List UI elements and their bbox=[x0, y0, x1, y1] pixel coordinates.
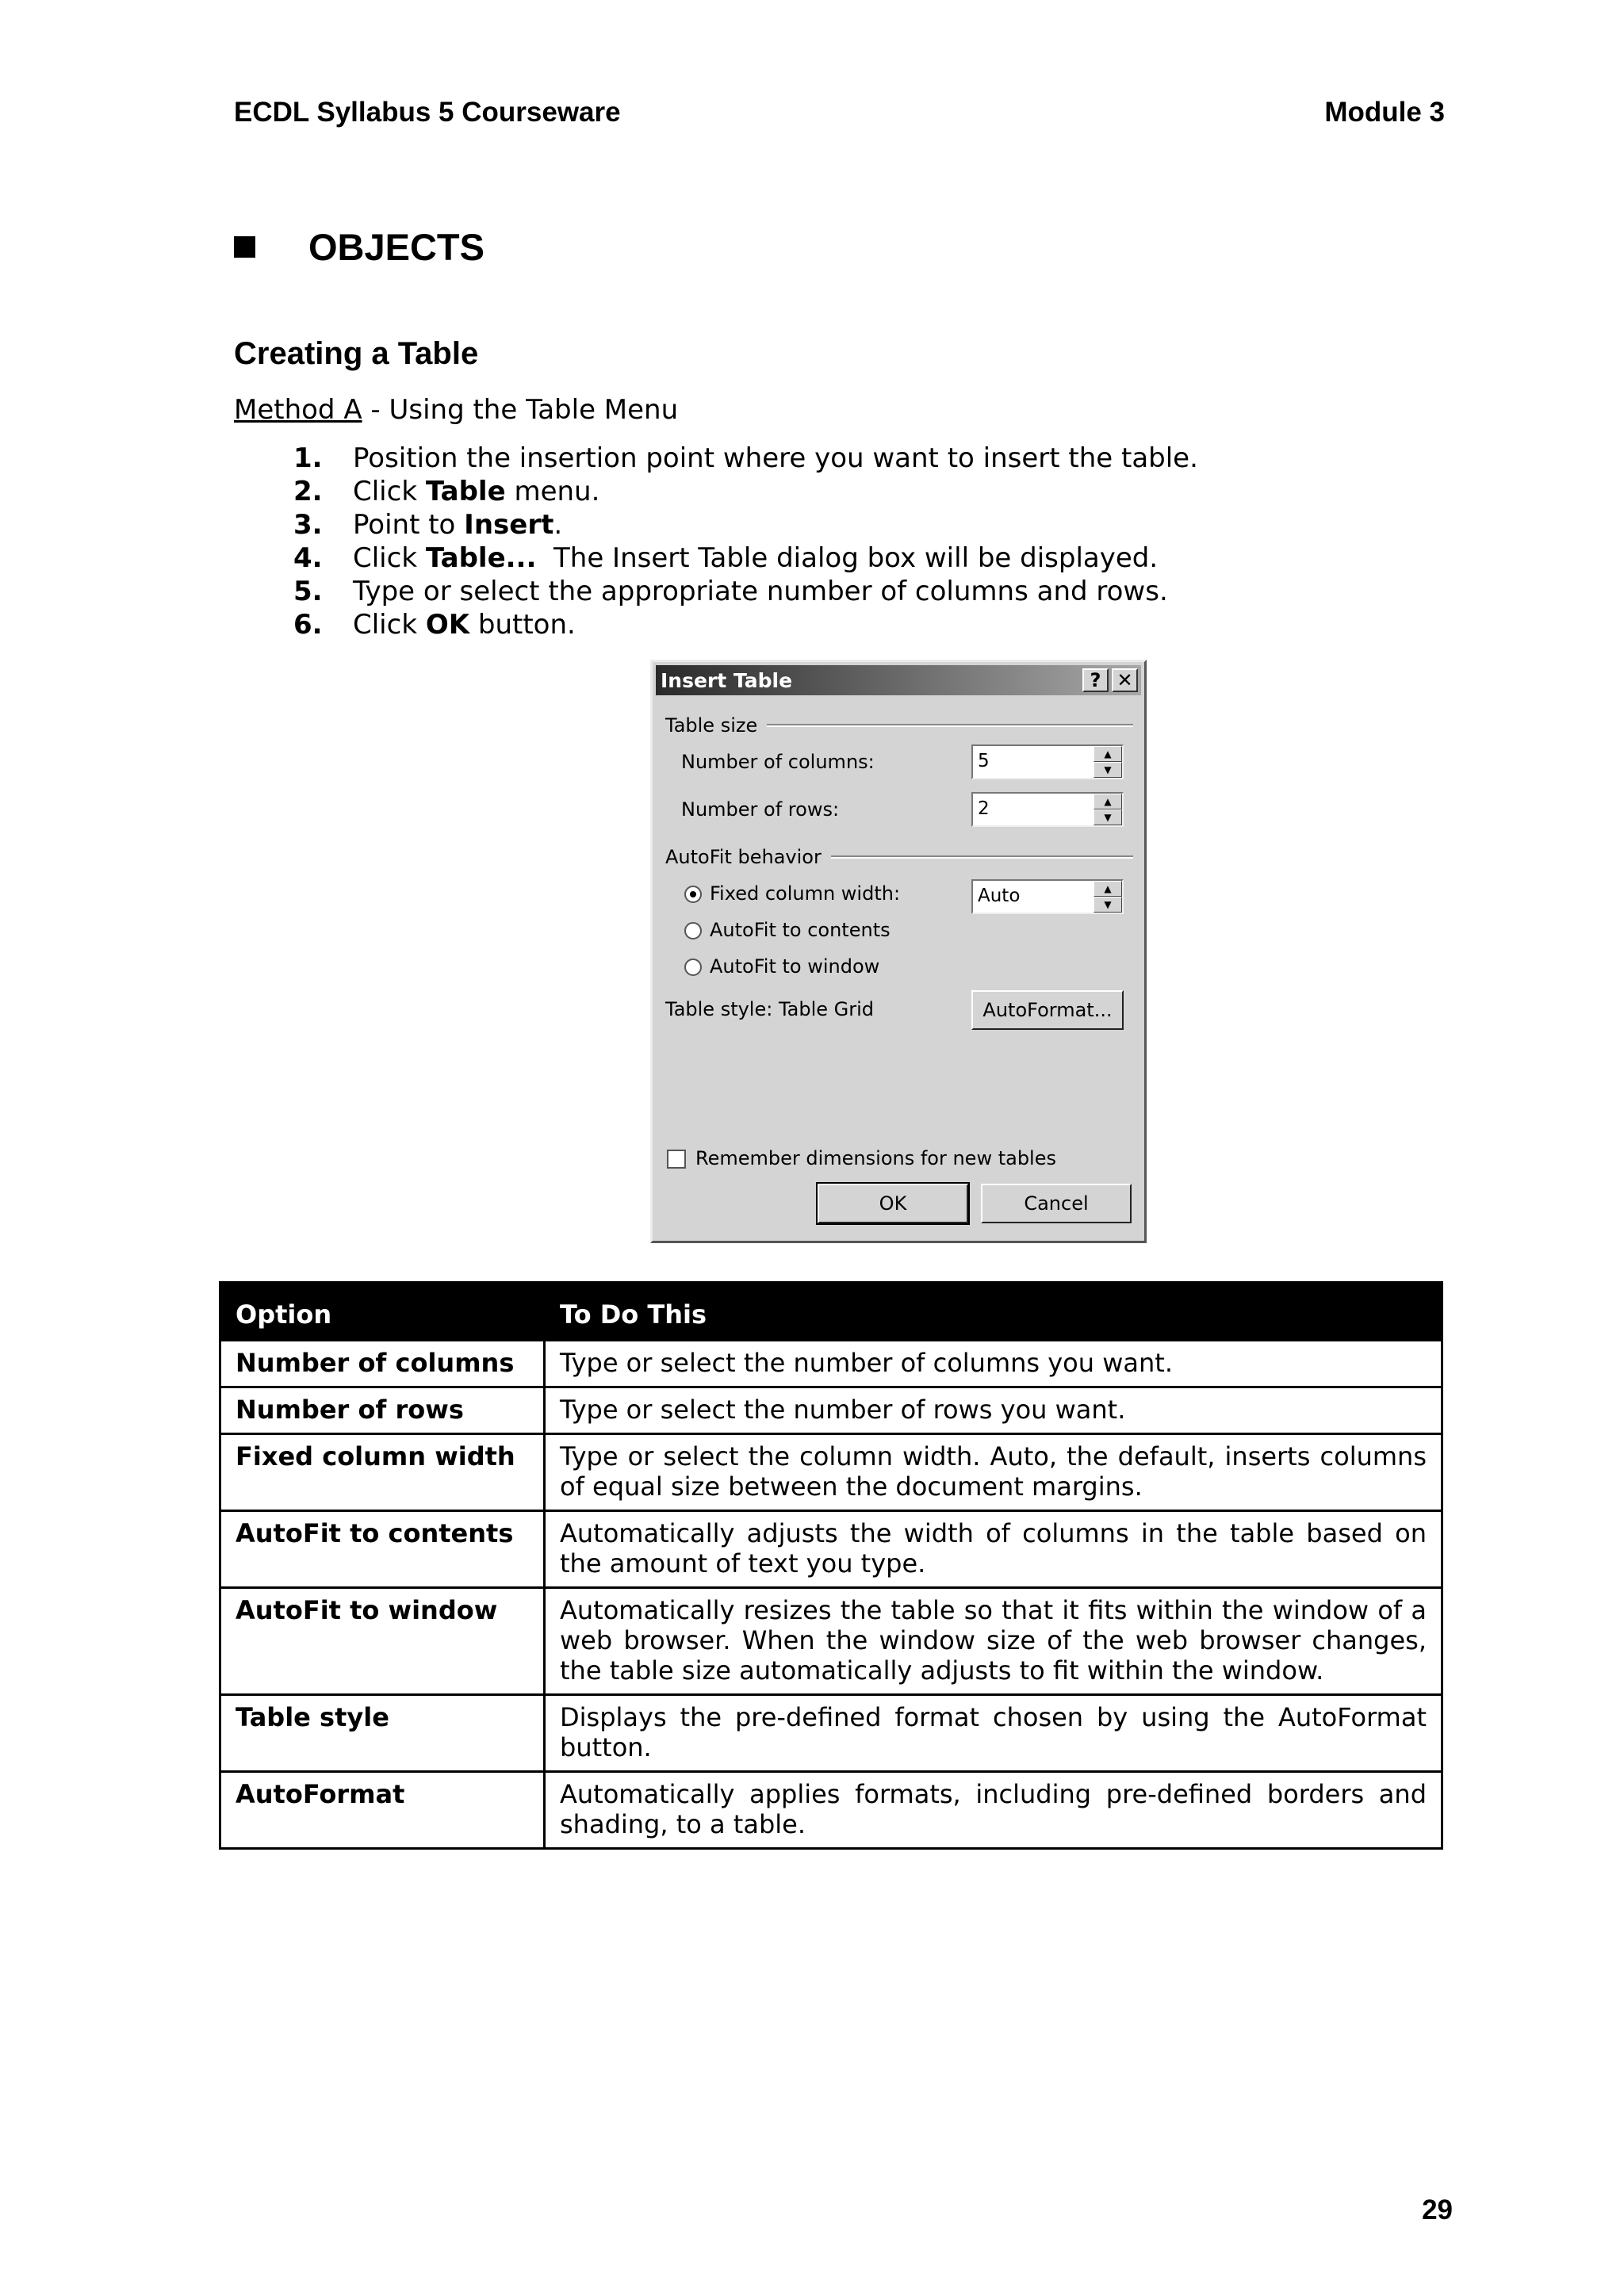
dialog-titlebar bbox=[656, 665, 1141, 695]
rows-label: Number of rows: bbox=[681, 798, 840, 821]
step-text-part: Click bbox=[353, 542, 426, 574]
step-text-part: button. bbox=[469, 609, 576, 641]
rows-input[interactable]: 2 bbox=[978, 798, 990, 819]
description-cell: Type or select the number of columns you want. bbox=[545, 1341, 1442, 1387]
description-cell: Displays the pre-defined format chosen by using the AutoFormat button. bbox=[545, 1695, 1442, 1772]
cancel-button[interactable]: Cancel bbox=[981, 1184, 1132, 1223]
step-emphasis: Table... bbox=[425, 542, 537, 574]
autofit-contents-option[interactable] bbox=[684, 919, 891, 941]
width-down-icon[interactable]: ▼ bbox=[1094, 897, 1122, 913]
table-row bbox=[220, 1695, 1442, 1772]
step-text-part: Position the insertion point where you want to insert the table. bbox=[353, 442, 1198, 474]
step-number: 5. bbox=[293, 576, 323, 607]
section-heading bbox=[234, 225, 485, 269]
table-row bbox=[220, 1387, 1442, 1434]
options-table bbox=[219, 1281, 1443, 1850]
method-label: Method A bbox=[234, 394, 362, 426]
step-text-part: Click bbox=[353, 476, 426, 507]
option-cell: Fixed column width bbox=[220, 1434, 545, 1511]
step-text bbox=[353, 442, 1198, 474]
columns-up-icon[interactable]: ▲ bbox=[1094, 746, 1122, 762]
autofit-window-option[interactable] bbox=[684, 955, 879, 978]
step-text bbox=[353, 509, 562, 541]
step-item bbox=[293, 475, 1198, 508]
table-header-row bbox=[220, 1283, 1442, 1341]
step-text-part: menu. bbox=[505, 476, 600, 507]
step-number: 6. bbox=[293, 609, 323, 641]
remember-option[interactable] bbox=[667, 1147, 1056, 1169]
step-text-part: Click bbox=[353, 609, 426, 641]
description-cell: Type or select the number of rows you want. bbox=[545, 1387, 1442, 1434]
step-item bbox=[293, 541, 1198, 575]
ok-button[interactable]: OK bbox=[818, 1184, 968, 1223]
bullet-square-icon bbox=[234, 236, 255, 258]
step-item bbox=[293, 608, 1198, 641]
autofit-window-label: AutoFit to window bbox=[710, 955, 880, 978]
insert-table-dialog bbox=[650, 660, 1147, 1243]
columns-input[interactable]: 5 bbox=[978, 751, 990, 771]
step-number: 4. bbox=[293, 542, 323, 574]
step-text-part: . bbox=[553, 509, 563, 541]
option-cell: AutoFormat bbox=[220, 1772, 545, 1849]
autofit-contents-label: AutoFit to contents bbox=[710, 919, 891, 941]
step-text bbox=[353, 576, 1168, 607]
option-cell: Number of columns bbox=[220, 1341, 545, 1387]
table-size-group bbox=[665, 714, 1133, 737]
option-cell: AutoFit to contents bbox=[220, 1511, 545, 1588]
option-cell: Table style bbox=[220, 1695, 545, 1772]
step-text bbox=[353, 476, 599, 507]
option-cell: Number of rows bbox=[220, 1387, 545, 1434]
columns-down-icon[interactable]: ▼ bbox=[1094, 762, 1122, 778]
description-cell: Automatically adjusts the width of columns in the table based on the amount of text you type. bbox=[545, 1511, 1442, 1588]
remember-label: Remember dimensions for new tables bbox=[695, 1147, 1056, 1169]
rows-spinner[interactable] bbox=[971, 792, 1124, 827]
step-text-part: Point to bbox=[353, 509, 465, 541]
fixed-width-input[interactable]: Auto bbox=[978, 886, 1021, 906]
header-option: Option bbox=[220, 1283, 545, 1341]
table-row bbox=[220, 1434, 1442, 1511]
section-title: OBJECTS bbox=[308, 226, 485, 268]
step-number: 1. bbox=[293, 442, 323, 474]
help-button[interactable]: ? bbox=[1082, 668, 1109, 692]
steps-list bbox=[293, 442, 1198, 641]
close-button[interactable]: ✕ bbox=[1112, 668, 1138, 692]
step-item bbox=[293, 508, 1198, 541]
step-number: 3. bbox=[293, 509, 323, 541]
table-row bbox=[220, 1511, 1442, 1588]
header-todo: To Do This bbox=[545, 1283, 1442, 1341]
step-text-part: Type or select the appropriate number of columns and rows. bbox=[353, 576, 1168, 607]
columns-label: Number of columns: bbox=[681, 751, 875, 773]
step-item bbox=[293, 575, 1198, 608]
table-style-label: Table style: Table Grid bbox=[665, 998, 875, 1020]
step-emphasis: Table bbox=[425, 476, 506, 507]
autofit-group bbox=[665, 846, 1133, 868]
running-header-module: Module 3 bbox=[1324, 97, 1445, 128]
dialog-title: Insert Table bbox=[661, 668, 793, 692]
autoformat-button[interactable]: AutoFormat... bbox=[971, 990, 1124, 1030]
columns-spinner[interactable] bbox=[971, 744, 1124, 779]
step-number: 2. bbox=[293, 476, 323, 507]
remember-checkbox[interactable] bbox=[667, 1150, 686, 1169]
table-row bbox=[220, 1341, 1442, 1387]
rows-up-icon[interactable]: ▲ bbox=[1094, 794, 1122, 809]
autofit-label: AutoFit behavior bbox=[665, 846, 822, 868]
option-cell: AutoFit to window bbox=[220, 1588, 545, 1695]
description-cell: Automatically resizes the table so that it fits within the window of a web browser. When the window size of the web browser changes, the table size automatically adjusts to fit within the window. bbox=[545, 1588, 1442, 1695]
step-text bbox=[353, 542, 1158, 574]
description-cell: Automatically applies formats, including pre-defined borders and shading, to a table. bbox=[545, 1772, 1442, 1849]
step-emphasis: OK bbox=[425, 609, 470, 641]
page-number: 29 bbox=[1422, 2195, 1453, 2225]
table-row bbox=[220, 1588, 1442, 1695]
step-text-part: The Insert Table dialog box will be displayed. bbox=[536, 542, 1159, 574]
description-cell: Type or select the column width. Auto, the default, inserts columns of equal size between the document margins. bbox=[545, 1434, 1442, 1511]
step-item bbox=[293, 442, 1198, 475]
method-line bbox=[234, 394, 678, 426]
subheading: Creating a Table bbox=[234, 336, 479, 371]
step-emphasis: Insert bbox=[464, 509, 554, 541]
running-header-title: ECDL Syllabus 5 Courseware bbox=[234, 97, 621, 128]
fixed-width-radio-icon[interactable] bbox=[684, 886, 702, 903]
fixed-width-option[interactable] bbox=[684, 882, 900, 905]
table-row bbox=[220, 1772, 1442, 1849]
method-text: - Using the Table Menu bbox=[362, 394, 679, 426]
table-size-label: Table size bbox=[665, 714, 758, 737]
fixed-width-spinner[interactable] bbox=[971, 879, 1124, 914]
width-up-icon[interactable]: ▲ bbox=[1094, 881, 1122, 897]
fixed-width-label: Fixed column width: bbox=[710, 882, 901, 905]
rows-down-icon[interactable]: ▼ bbox=[1094, 809, 1122, 825]
autofit-window-radio-icon[interactable] bbox=[684, 959, 702, 976]
table-body bbox=[220, 1341, 1442, 1849]
step-text bbox=[353, 609, 576, 641]
autofit-contents-radio-icon[interactable] bbox=[684, 922, 702, 939]
